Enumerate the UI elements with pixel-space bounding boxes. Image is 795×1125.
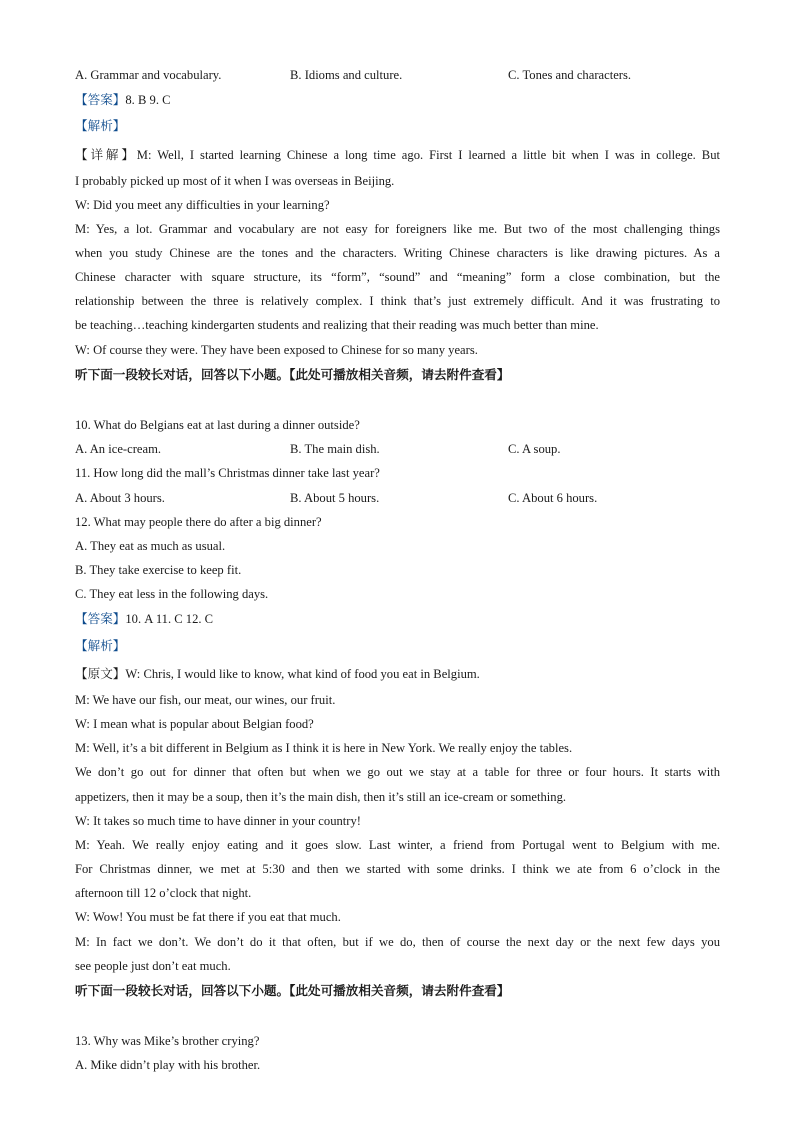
answer-text: 8. B 9. C: [125, 93, 171, 107]
dialogue2-line-8: For Christmas dinner, we met at 5:30 and then we started with some drinks. I think we ate from 6 o’clock in the: [75, 862, 720, 876]
dialogue1-line-4: when you study Chinese are the tones and the characters. Writing Chinese characters is like drawing pictures. As a: [75, 246, 720, 260]
original-tag: 【原文】: [75, 667, 126, 681]
dialogue1-line-6: relationship between the three is relatively complex. I think that’s just extremely difficult. And it was frustrating to: [75, 294, 720, 308]
q12-stem: 12. What may people there do after a big dinner?: [75, 515, 322, 529]
q12-option-b: B. They take exercise to keep fit.: [75, 563, 242, 577]
q10-option-b: B. The main dish.: [290, 442, 380, 456]
q9-option-c: C. Tones and characters.: [508, 68, 632, 82]
dialogue2-line-9: afternoon till 12 o’clock that night.: [75, 886, 252, 900]
dialogue2-line-1: M: We have our fish, our meat, our wines, our fruit.: [75, 693, 336, 707]
q12-option-c: C. They eat less in the following days.: [75, 587, 269, 601]
q11-option-a: A. About 3 hours.: [75, 491, 165, 505]
dialogue1-line-0: 【详解】M: Well, I started learning Chinese a long time ago. First I learned a little bit when I was in college. But: [75, 148, 720, 162]
answer-line-1: [75, 92, 171, 108]
dialogue2-line-0: 【原文】W: Chris, I would like to know, what kind of food you eat in Belgium.: [75, 667, 480, 681]
listen-instruction-2: 听下面一段较长对话，回答以下小题。【此处可播放相关音频，请去附件查看】: [75, 984, 510, 998]
analysis-tag-2: 【解析】: [75, 639, 126, 653]
dialogue2-line-3: M: Well, it’s a bit different in Belgium as I think it is here in New York. We really enjoy the tables.: [75, 741, 573, 755]
dialogue2-line-4: We don’t go out for dinner that often but when we go out we stay at a table for three or four hours. It starts with: [75, 765, 720, 779]
q13-stem: 13. Why was Mike’s brother crying?: [75, 1034, 260, 1048]
q11-option-b: B. About 5 hours.: [290, 491, 380, 505]
answer-tag: 【答案】: [75, 93, 126, 107]
listen-instruction-1: 听下面一段较长对话，回答以下小题。【此处可播放相关音频，请去附件查看】: [75, 368, 510, 382]
q9-option-b: B. Idioms and culture.: [290, 68, 403, 82]
dialogue2-line-5: appetizers, then it may be a soup, then it’s the main dish, then it’s still an ice-cream or something.: [75, 790, 567, 804]
answer-line-2: [75, 611, 213, 627]
q10-stem: 10. What do Belgians eat at last during a dinner outside?: [75, 418, 360, 432]
q13-option-a: A. Mike didn’t play with his brother.: [75, 1058, 261, 1072]
dialogue1-line-2: W: Did you meet any difficulties in your learning?: [75, 198, 330, 212]
q10-option-c: C. A soup.: [508, 442, 561, 456]
dialogue1-line-8: W: Of course they were. They have been exposed to Chinese for so many years.: [75, 343, 478, 357]
dialogue1-line-1: I probably picked up most of it when I was overseas in Beijing.: [75, 174, 395, 188]
detail-tag: 【详解】: [75, 148, 137, 162]
dialogue1-line-3: M: Yes, a lot. Grammar and vocabulary are not easy for foreigners like me. But two of the most challenging things: [75, 222, 720, 236]
dialogue1-line-5: Chinese character with square structure, its “form”, “sound” and “meaning” form a close combination, but the: [75, 270, 720, 284]
q10-option-a: A. An ice-cream.: [75, 442, 162, 456]
analysis-tag-1: 【解析】: [75, 119, 126, 133]
dialogue1-line-7: be teaching…teaching kindergarten students and realizing that their reading was much better than mine.: [75, 318, 599, 332]
dialogue2-line-11: M: In fact we don’t. We don’t do it that often, but if we do, then of course the next day or the next few days you: [75, 935, 720, 949]
q11-stem: 11. How long did the mall’s Christmas dinner take last year?: [75, 466, 380, 480]
dialogue2-line-7: M: Yeah. We really enjoy eating and it goes slow. Last winter, a friend from Portugal went to Belgium with me.: [75, 838, 720, 852]
dialogue2-line-2: W: I mean what is popular about Belgian food?: [75, 717, 314, 731]
dialogue2-line-12: see people just don’t eat much.: [75, 959, 231, 973]
q11-option-c: C. About 6 hours.: [508, 491, 598, 505]
dialogue2-line-6: W: It takes so much time to have dinner in your country!: [75, 814, 361, 828]
answer-text: 10. A 11. C 12. C: [125, 612, 214, 626]
dialogue2-line-10: W: Wow! You must be fat there if you eat that much.: [75, 910, 341, 924]
q12-option-a: A. They eat as much as usual.: [75, 539, 226, 553]
answer-tag: 【答案】: [75, 612, 126, 626]
q9-option-a: A. Grammar and vocabulary.: [75, 68, 222, 82]
